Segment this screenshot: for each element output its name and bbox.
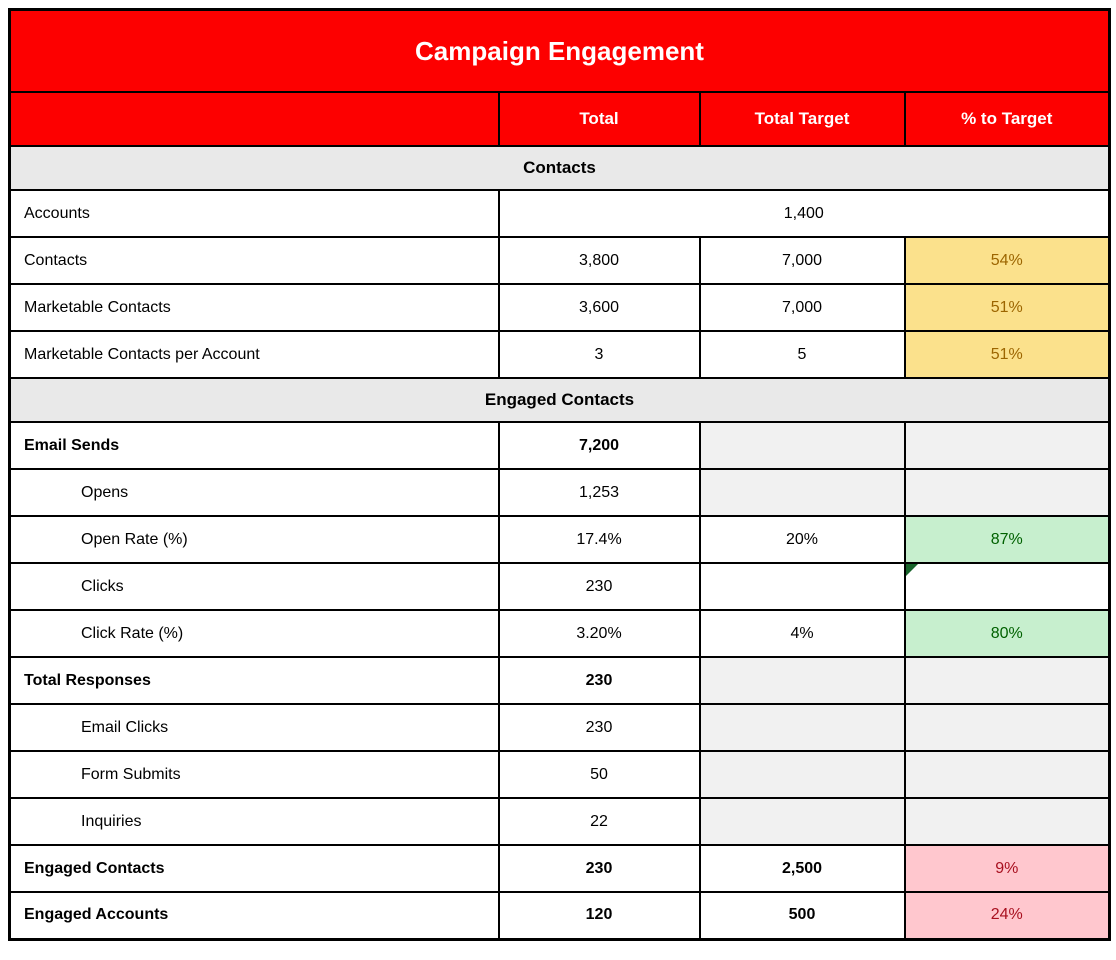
total-target-cell[interactable]	[700, 704, 905, 751]
table-row	[10, 284, 1110, 331]
total-target-cell[interactable]	[700, 610, 905, 657]
cell-corner-flag-icon	[906, 564, 918, 576]
total-cell[interactable]	[499, 610, 700, 657]
table-row	[10, 190, 1110, 237]
row-label-cell[interactable]: Opens	[10, 469, 499, 516]
pct-to-target-cell[interactable]	[905, 516, 1110, 563]
total-cell-value: 230	[585, 577, 613, 595]
total-cell[interactable]	[499, 469, 700, 516]
row-label-cell[interactable]: Engaged Contacts	[10, 845, 499, 892]
total-cell-value: 1,253	[578, 483, 620, 501]
table-row	[10, 331, 1110, 378]
campaign-engagement-table	[8, 8, 1108, 941]
row-label-cell[interactable]: Form Submits	[10, 751, 499, 798]
row-label-cell[interactable]: Clicks	[10, 563, 499, 610]
total-target-cell-value: 500	[788, 906, 816, 924]
total-target-cell[interactable]	[700, 422, 905, 469]
total-cell-value: 50	[590, 765, 608, 783]
pct-to-target-cell-value: 54%	[990, 251, 1023, 269]
total-cell-value: 3,800	[578, 251, 620, 269]
total-target-cell[interactable]	[700, 751, 905, 798]
section-row	[10, 146, 1110, 190]
total-target-cell[interactable]	[700, 516, 905, 563]
total-cell-value: 17.4%	[576, 530, 622, 548]
pct-to-target-cell[interactable]	[905, 469, 1110, 516]
row-label-cell[interactable]: Click Rate (%)	[10, 610, 499, 657]
row-label-cell[interactable]: Contacts	[10, 237, 499, 284]
total-target-cell[interactable]	[700, 798, 905, 845]
pct-to-target-cell[interactable]	[905, 284, 1110, 331]
total-target-cell[interactable]	[700, 237, 905, 284]
column-header-total-target[interactable]: Total Target	[700, 92, 905, 146]
table-title[interactable]: Campaign Engagement	[10, 10, 1110, 93]
row-label-cell[interactable]: Marketable Contacts	[10, 284, 499, 331]
total-cell-value: 230	[585, 718, 613, 736]
merged-value-cell[interactable]: 1,400	[499, 190, 1110, 237]
table-row	[10, 563, 1110, 610]
total-cell[interactable]	[499, 237, 700, 284]
table-row	[10, 516, 1110, 563]
pct-to-target-cell[interactable]	[905, 422, 1110, 469]
total-cell[interactable]	[499, 845, 700, 892]
total-cell-value: 230	[585, 671, 613, 689]
table-row	[10, 845, 1110, 892]
row-label-cell[interactable]: Marketable Contacts per Account	[10, 331, 499, 378]
total-target-cell[interactable]	[700, 845, 905, 892]
column-header-row	[10, 92, 1110, 146]
table-row	[10, 657, 1110, 704]
total-target-cell-value: 7,000	[781, 251, 823, 269]
section-header-cell[interactable]: Contacts	[10, 146, 1110, 190]
total-target-cell-value: 2,500	[781, 859, 823, 877]
row-label-cell[interactable]: Email Clicks	[10, 704, 499, 751]
pct-to-target-cell-value: 87%	[990, 530, 1023, 548]
total-cell-value: 7,200	[578, 436, 620, 454]
section-header-cell[interactable]: Engaged Contacts	[10, 378, 1110, 422]
row-label-cell[interactable]: Total Responses	[10, 657, 499, 704]
table-row	[10, 469, 1110, 516]
pct-to-target-cell[interactable]	[905, 331, 1110, 378]
pct-to-target-cell-value: 51%	[990, 345, 1023, 363]
pct-to-target-cell[interactable]	[905, 751, 1110, 798]
total-cell[interactable]	[499, 516, 700, 563]
row-label-cell[interactable]: Inquiries	[10, 798, 499, 845]
total-cell[interactable]	[499, 422, 700, 469]
column-header-metric[interactable]	[10, 92, 499, 146]
total-target-cell[interactable]	[700, 331, 905, 378]
row-label-cell[interactable]: Accounts	[10, 190, 499, 237]
total-target-cell-value: 4%	[790, 624, 814, 642]
total-cell[interactable]	[499, 892, 700, 939]
total-cell[interactable]	[499, 563, 700, 610]
total-cell[interactable]	[499, 751, 700, 798]
table-row	[10, 610, 1110, 657]
total-target-cell[interactable]	[700, 284, 905, 331]
table-row	[10, 237, 1110, 284]
pct-to-target-cell[interactable]	[905, 563, 1110, 610]
row-label-cell[interactable]: Open Rate (%)	[10, 516, 499, 563]
total-target-cell[interactable]	[700, 892, 905, 939]
pct-to-target-cell[interactable]	[905, 798, 1110, 845]
column-header-pct-to-target[interactable]: % to Target	[905, 92, 1110, 146]
row-label-cell[interactable]: Engaged Accounts	[10, 892, 499, 939]
pct-to-target-cell[interactable]	[905, 657, 1110, 704]
column-header-total[interactable]: Total	[499, 92, 700, 146]
total-target-cell-value: 20%	[785, 530, 819, 548]
total-target-cell[interactable]	[700, 563, 905, 610]
pct-to-target-cell[interactable]	[905, 610, 1110, 657]
pct-to-target-cell[interactable]	[905, 704, 1110, 751]
total-cell-value: 22	[590, 812, 608, 830]
row-label-cell[interactable]: Email Sends	[10, 422, 499, 469]
pct-to-target-cell[interactable]	[905, 845, 1110, 892]
total-target-cell[interactable]	[700, 469, 905, 516]
total-cell[interactable]	[499, 798, 700, 845]
pct-to-target-cell-value: 51%	[990, 298, 1023, 316]
total-cell-value: 3	[594, 345, 604, 363]
table-row	[10, 422, 1110, 469]
table-row	[10, 704, 1110, 751]
pct-to-target-cell-value: 9%	[995, 859, 1019, 877]
section-row	[10, 378, 1110, 422]
title-row	[10, 10, 1110, 93]
total-cell-value: 3,600	[578, 298, 620, 316]
pct-to-target-cell[interactable]	[905, 237, 1110, 284]
total-target-cell-value: 5	[797, 345, 807, 363]
total-target-cell[interactable]	[700, 657, 905, 704]
table-row	[10, 798, 1110, 845]
pct-to-target-cell-value: 80%	[990, 624, 1023, 642]
total-target-cell-value: 7,000	[781, 298, 823, 316]
metrics-table	[8, 8, 1111, 941]
total-cell[interactable]	[499, 704, 700, 751]
total-cell[interactable]	[499, 331, 700, 378]
total-cell[interactable]	[499, 284, 700, 331]
total-cell[interactable]	[499, 657, 700, 704]
pct-to-target-cell[interactable]	[905, 892, 1110, 939]
table-row	[10, 751, 1110, 798]
total-cell-value: 3.20%	[576, 624, 622, 642]
total-cell-value: 120	[585, 906, 613, 924]
pct-to-target-cell-value: 24%	[990, 906, 1023, 924]
total-cell-value: 230	[585, 859, 613, 877]
table-row	[10, 892, 1110, 939]
